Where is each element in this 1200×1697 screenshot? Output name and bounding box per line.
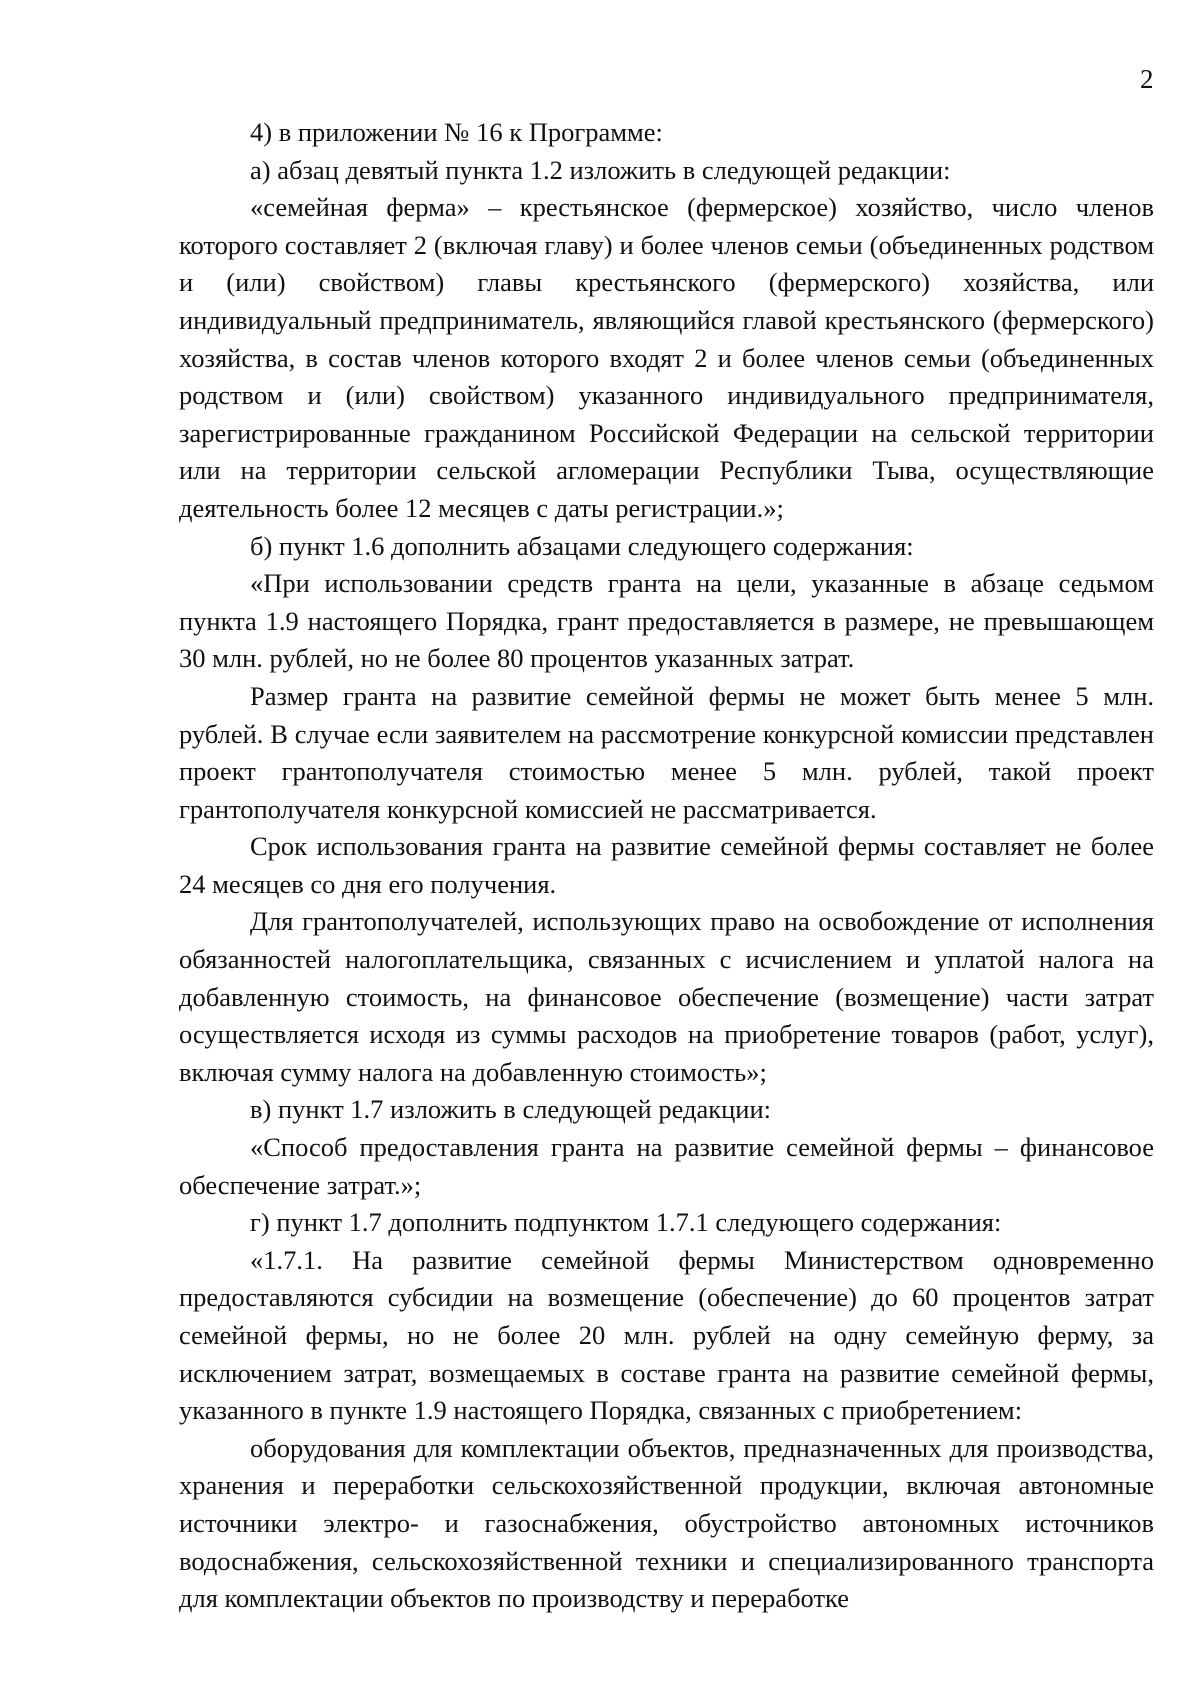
document-body [179, 114, 1154, 1618]
paragraph-subitem-b: б) пункт 1.6 дополнить абзацами следующего содержания: [250, 530, 914, 561]
paragraph-equipment: оборудования для комплектации объектов, предназначенных для производства, хранения и переработки сельскохозяйственной продукции, включая автономные источники электро- и газоснабжения, обустройство автономных источников водоснабжения, сельскохозяйственной техники и специализированного транспорта для комплектации объектов по производству и переработке [179, 1432, 1154, 1614]
paragraph-grant-term: Срок использования гранта на развитие семейной фермы составляет не более 24 месяцев со дня его получения. [179, 831, 1154, 899]
paragraph-grant-size: Размер гранта на развитие семейной фермы не может быть менее 5 млн. рублей. В случае если заявителем на рассмотрение конкурсной комиссии представлен проект грантополучателя стоимостью менее 5 млн. рублей, такой проект грантополучателя конкурсной комиссией не рассматривается. [179, 680, 1154, 824]
page-number: 2 [1140, 64, 1154, 94]
paragraph-subsidies: «1.7.1. На развитие семейной фермы Министерством одновременно предоставляются субсидии на возмещение (обеспечение) до 60 процентов затрат семейной фермы, но не более 20 млн. рублей на одну семейную ферму, за исключением затрат, возмещаемых в составе гранта на развитие семейной фермы, указанного в пункте 1.9 настоящего Порядка, связанных с приобретением: [179, 1244, 1154, 1426]
paragraph-item-4: 4) в приложении № 16 к Программе: [250, 117, 663, 147]
paragraph-subitem-v: в) пункт 1.7 изложить в следующей редакции: [250, 1094, 772, 1125]
paragraph-subitem-a: а) абзац девятый пункта 1.2 изложить в следующей редакции: [250, 154, 951, 185]
paragraph-vat: Для грантополучателей, использующих право на освобождение от исполнения обязанностей налогоплательщика, связанных с исчислением и уплатой налога на добавленную стоимость, на финансовое обеспечение (возмещение) части затрат осуществляется исходя из суммы расходов на приобретение товаров (работ, услуг), включая сумму налога на добавленную стоимость»; [179, 906, 1154, 1087]
paragraph-family-farm-definition: «семейная ферма» – крестьянское (фермерское) хозяйство, число членов которого составляет 2 (включая главу) и более членов семьи (объединенных родством и (или) свойством) главы крестьянского (фермерского) хозяйства, или индивидуальный предприниматель, являющийся главой крестьянского (фермерского) хозяйства, в состав членов которого входят 2 и более членов семьи (объединенных родством и (или) свойством) указанного индивидуального предпринимателя, зарегистрированные гражданином Российской Федерации на сельской территории или на территории сельской агломерации Республики Тыва, осуществляющие деятельность более 12 месяцев с даты регистрации.»; [179, 192, 1154, 523]
paragraph-subitem-g: г) пункт 1.7 дополнить подпунктом 1.7.1 следующего содержания: [250, 1207, 1002, 1238]
paragraph-grant-method: «Способ предоставления гранта на развитие семейной фермы – финансовое обеспечение затрат.»; [179, 1132, 1154, 1200]
paragraph-grant-30mln: «При использовании средств гранта на цели, указанные в абзаце седьмом пункта 1.9 настоящего Порядка, грант предоставляется в размере, не превышающем 30 млн. рублей, но не более 80 процентов указанных затрат. [179, 568, 1154, 674]
